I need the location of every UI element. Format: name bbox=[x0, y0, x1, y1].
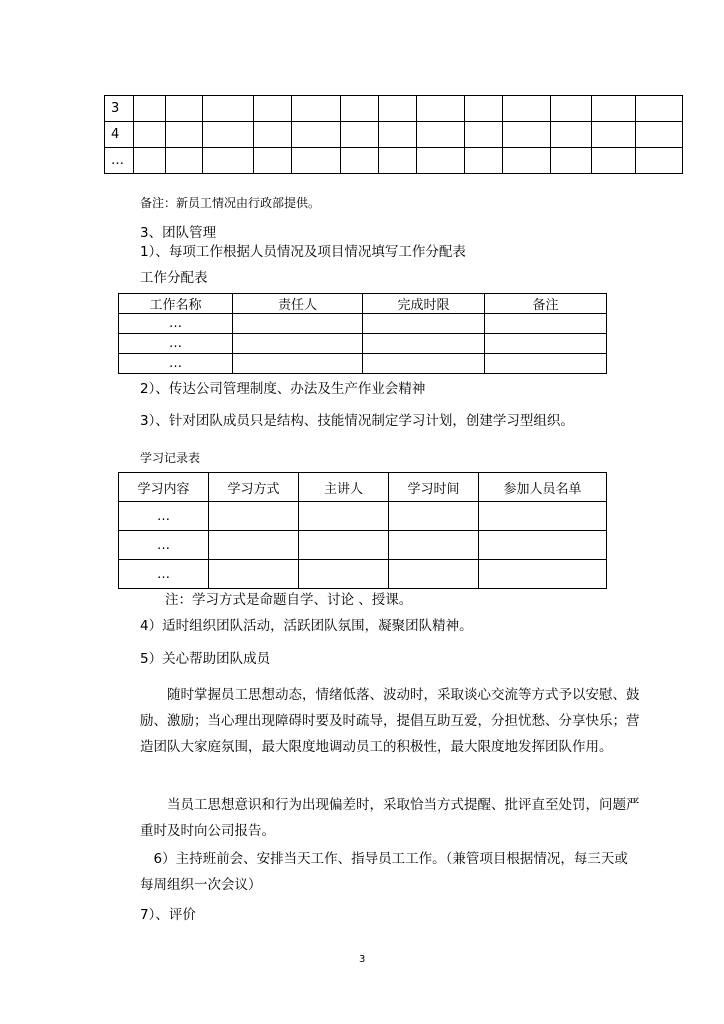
column-header: 责任人 bbox=[233, 294, 363, 314]
work-allocation-title: 工作分配表 bbox=[140, 270, 208, 286]
table-cell: … bbox=[119, 502, 209, 531]
item-6: 6）主持班前会、安排当天工作、指导员工工作。（兼管项目根据情况，每三天或每周组织一次会议） bbox=[140, 851, 628, 893]
new-employee-note: 备注：新员工情况由行政部提供。 bbox=[140, 196, 321, 210]
column-header: 参加人员名单 bbox=[479, 473, 607, 502]
item-4: 4）适时组织团队活动，活跃团队氛围，凝聚团队精神。 bbox=[140, 618, 473, 634]
table-row bbox=[105, 122, 683, 148]
item-2: 2）、传达公司管理制度、办法及生产作业会精神 bbox=[140, 381, 426, 397]
table-header-row bbox=[119, 473, 607, 502]
table-row bbox=[105, 96, 683, 122]
table-cell: … bbox=[119, 560, 209, 589]
column-header: 完成时限 bbox=[363, 294, 485, 314]
table-row bbox=[119, 314, 607, 334]
row-number: 4 bbox=[105, 122, 134, 148]
table-row bbox=[119, 502, 607, 531]
column-header: 学习方式 bbox=[209, 473, 299, 502]
column-header: 备注 bbox=[485, 294, 607, 314]
table-cell: … bbox=[119, 314, 233, 334]
item-3: 3）、针对团队成员只是结构、技能情况制定学习计划，创建学习型组织。 bbox=[140, 413, 574, 429]
page-number: 3 bbox=[359, 954, 366, 965]
column-header: 学习内容 bbox=[119, 473, 209, 502]
column-header: 主讲人 bbox=[299, 473, 389, 502]
work-allocation-table bbox=[118, 293, 607, 374]
column-header: 工作名称 bbox=[119, 294, 233, 314]
item-1: 1）、每项工作根据人员情况及项目情况填写工作分配表 bbox=[140, 244, 466, 260]
employee-table bbox=[104, 95, 683, 174]
study-method-note: 注：学习方式是命题自学、讨论 、授课。 bbox=[165, 592, 413, 608]
study-record-table bbox=[118, 472, 607, 589]
table-row bbox=[119, 354, 607, 374]
table-row bbox=[119, 334, 607, 354]
item-7: 7）、评价 bbox=[140, 907, 196, 923]
table-header-row bbox=[119, 294, 607, 314]
table-row bbox=[119, 560, 607, 589]
study-record-title: 学习记录表 bbox=[140, 451, 201, 465]
table-row bbox=[105, 148, 683, 174]
row-number: 3 bbox=[105, 96, 134, 122]
item-5: 5）关心帮助团队成员 bbox=[140, 651, 271, 667]
table-cell: … bbox=[119, 354, 233, 374]
table-cell: … bbox=[119, 531, 209, 560]
paragraph-deviation: 当员工思想意识和行为出现偏差时，采取恰当方式提醒、批评直至处罚，问题严重时及时向公司报告。 bbox=[140, 797, 640, 839]
section-title-team-management: 3、团队管理 bbox=[140, 225, 217, 241]
row-number: … bbox=[105, 148, 134, 174]
column-header: 学习时间 bbox=[389, 473, 479, 502]
table-cell: … bbox=[119, 334, 233, 354]
paragraph-care: 随时掌握员工思想动态，情绪低落、波动时，采取谈心交流等方式予以安慰、鼓励、激励；当心理出现障碍时要及时疏导，提倡互助互爱，分担忧愁、分享快乐；营造团队大家庭氛围，最大限度地调动员工的积极性，最大限度地发挥团队作用。 bbox=[140, 687, 640, 755]
table-row bbox=[119, 531, 607, 560]
